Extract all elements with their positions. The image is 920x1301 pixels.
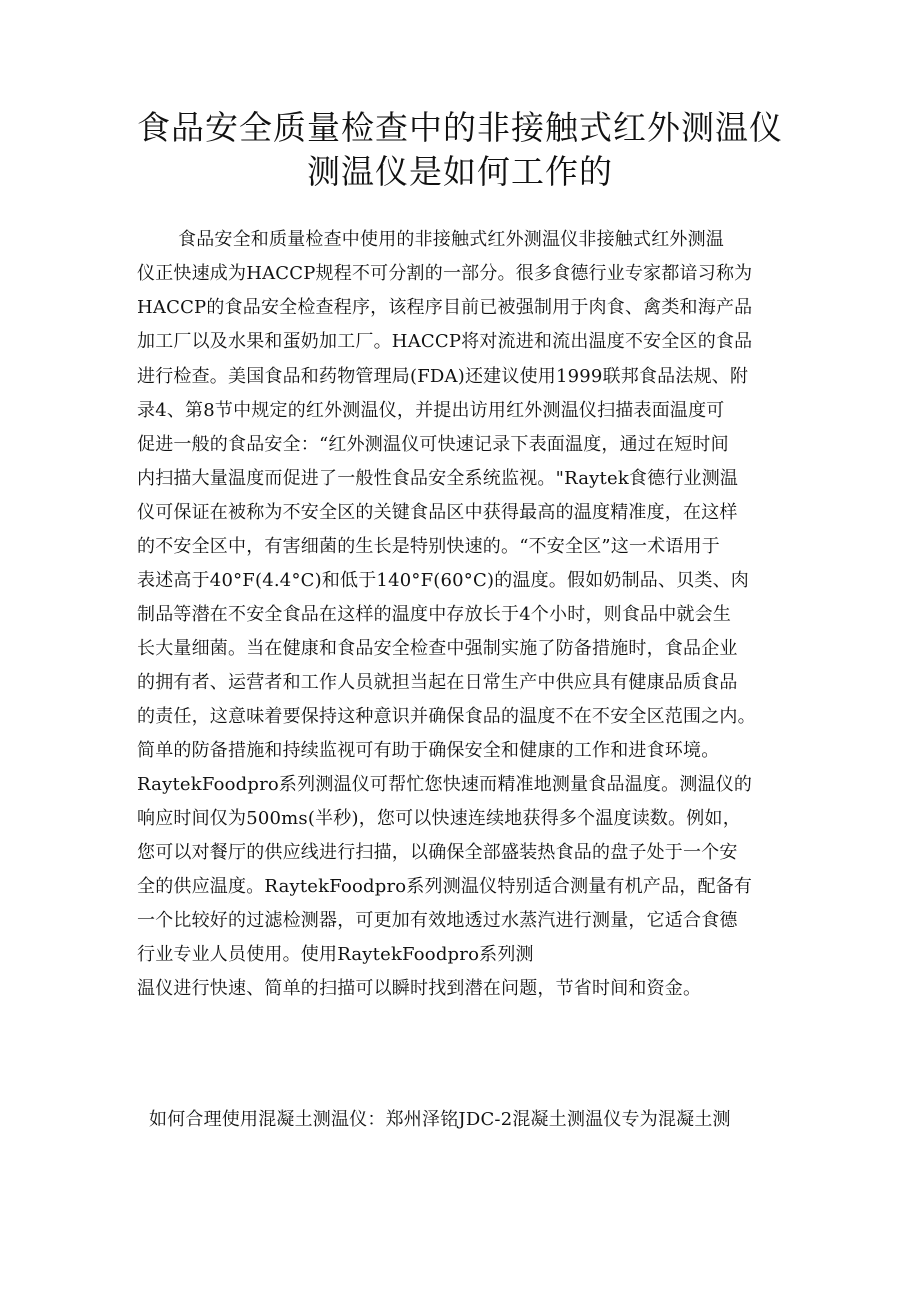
paragraph-line: 您可以对餐厅的供应线进行扫描，以确保全部盛装热食品的盘子处于一个安 xyxy=(137,842,738,863)
paragraph-line: 进行检查。美国食品和药物管理局(FDA)还建议使用1999联邦食品法规、附 xyxy=(137,366,749,387)
paragraph-line: 仪正快速成为HACCP规程不可分割的一部分。很多食德行业专家都谙习称为 xyxy=(137,263,753,284)
paragraph-line: RaytekFoodpro系列测温仪可帮忙您快速而精准地测量食品温度。测温仪的 xyxy=(137,774,753,795)
paragraph-line: 内扫描大量温度而促进了一般性食品安全系统监视。"Raytek食德行业测温 xyxy=(137,468,739,489)
paragraph-line: 如何合理使用混凝土测温仪：郑州泽铭JDC-2混凝土测温仪专为混凝土测 xyxy=(149,1109,731,1130)
paragraph-line: 食品安全和质量检查中使用的非接触式红外测温仪非接触式红外测温 xyxy=(178,229,724,250)
paragraph-line: 简单的防备措施和持续监视可有助于确保安全和健康的工作和进食环境。 xyxy=(137,740,720,761)
document-title-line-1: 食品安全质量检查中的非接触式红外测温仪 xyxy=(137,108,783,147)
paragraph-line: HACCP的食品安全检查程序，该程序目前已被强制用于肉食、禽类和海产品 xyxy=(137,297,753,318)
paragraph-line: 制品等潜在不安全食品在这样的温度中存放长于4个小时，则食品中就会生 xyxy=(137,604,732,625)
paragraph-line: 表述高于40°F(4.4°C)和低于140°F(60°C)的温度。假如奶制品、贝类、肉 xyxy=(137,570,750,591)
paragraph-line: 的拥有者、运营者和工作人员就担当起在日常生产中供应具有健康品质食品 xyxy=(137,672,738,693)
paragraph-line: 温仪进行快速、简单的扫描可以瞬时找到潜在问题，节省时间和资金。 xyxy=(137,978,702,999)
paragraph-line: 仪可保证在被称为不安全区的关键食品区中获得最高的温度精准度，在这样 xyxy=(137,502,738,523)
paragraph-line: 录4、第8节中规定的红外测温仪，并提出访用红外测温仪扫描表面温度可 xyxy=(137,400,725,421)
paragraph-line: 全的供应温度。RaytekFoodpro系列测温仪特别适合测量有机产品，配备有 xyxy=(137,876,753,897)
paragraph-line: 行业专业人员使用。使用RaytekFoodpro系列测 xyxy=(137,944,534,965)
document-title-line-2: 测温仪是如何工作的 xyxy=(307,152,613,191)
paragraph-line: 长大量细菌。当在健康和食品安全检查中强制实施了防备措施时，食品企业 xyxy=(137,638,738,659)
paragraph-line: 响应时间仅为500ms(半秒)，您可以快速连续地获得多个温度读数。例如， xyxy=(137,808,741,829)
paragraph-line: 促进一般的食品安全：“红外测温仪可快速记录下表面温度，通过在短时间 xyxy=(137,434,729,455)
paragraph-line: 的不安全区中，有害细菌的生长是特别快速的。“不安全区”这一术语用于 xyxy=(137,536,721,557)
paragraph-line: 加工厂以及水果和蛋奶加工厂。HACCP将对流进和流出温度不安全区的食品 xyxy=(137,331,753,352)
paragraph-line: 一个比较好的过滤检测器，可更加有效地透过水蒸汽进行测量，它适合食德 xyxy=(137,910,738,931)
paragraph-line: 的责任，这意味着要保持这种意识并确保食品的温度不在不安全区范围之内。 xyxy=(137,706,756,727)
